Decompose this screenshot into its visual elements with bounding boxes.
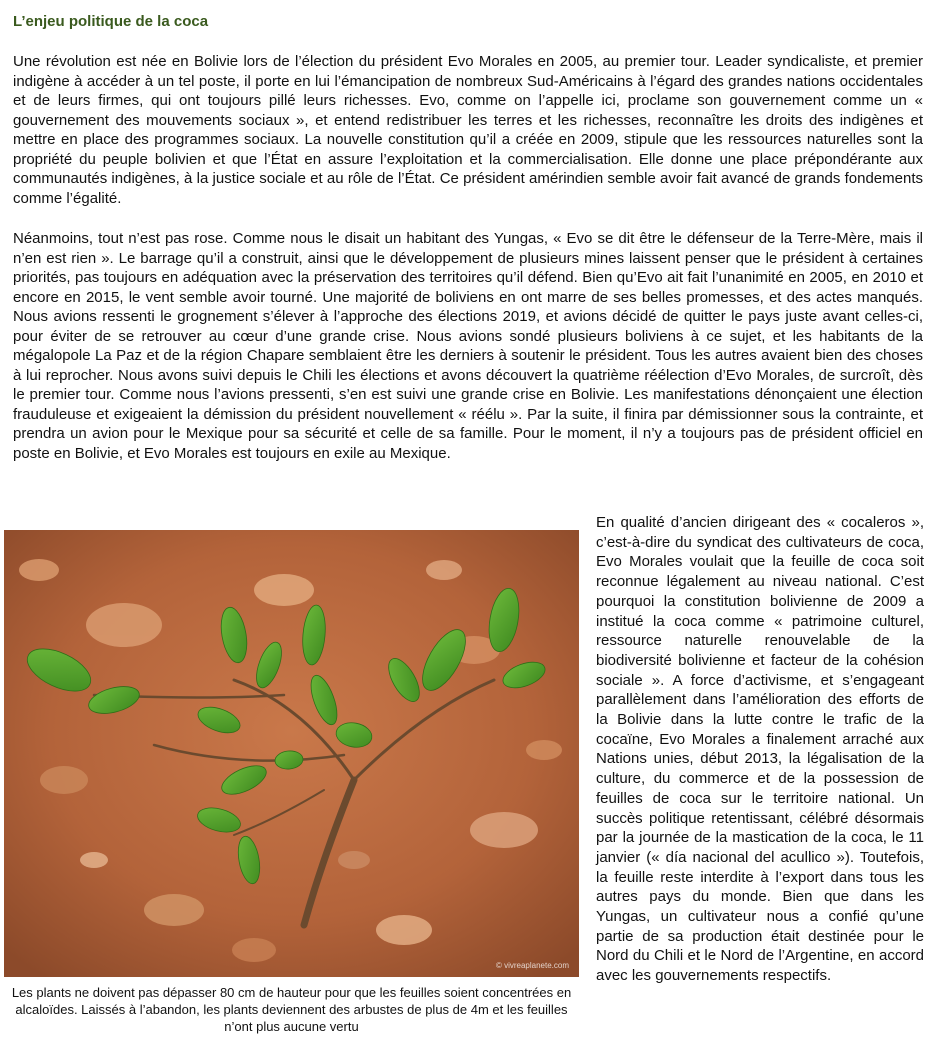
intro-paragraph: Une révolution est née en Bolivie lors de l’élection du président Evo Morales en 2005, au premier tour. Leader syndicaliste, et premier indigène à accéder à un tel poste, il porte en lui l’émancipation de nombreux Sud-Américains à l’égard des grandes nations occidentales et de leurs firmes, qui ont toujours pillé leurs richesses. Evo, comme on l’appelle ici, proclame son gouvernement comme un « gouvernement des mouvements sociaux », et entend redistribuer les terres et les richesses, reconnaître les droits des indigènes et mettre en place des programmes sociaux. La nouvelle constitution qu’il a créée en 2009, stipule que les ressources naturelles sont la propriété du peuple bolivien et que l’État en assure l’exploitation et la commercialisation. Elle donne une place prépondérante aux communautés indigènes, à la justice sociale et au rôle de l’État. Ce président amérindien semble avoir fait avancé de grands fondements comme l’égalité.	[13, 53, 923, 207]
photo-caption: Les plants ne doivent pas dépasser 80 cm de hauteur pour que les feuilles soient concentrées en alcaloïdes. Laissés à l’abandon, les plants deviennent des arbustes de plus de 4m et les feuilles n’ont plus aucune vertu	[11, 985, 572, 1034]
photo-credit: © vivreaplanete.com	[495, 961, 569, 970]
coca-plant-photo	[4, 530, 579, 977]
side-paragraph: En qualité d’ancien dirigeant des « cocaleros », c’est-à-dire du syndicat des cultivateurs de coca, Evo Morales voulait que la feuille de coca soit reconnue légalement au niveau national. C’est pourquoi la constitution bolivienne de 2009 a institué la coca comme « patrimoine culturel, ressource naturelle renouvelable de la biodiversité bolivienne et facteur de la cohésion sociale ». A force d’activisme, et s’engageant parallèlement dans l’amélioration des efforts de la Bolivie dans la lutte contre le trafic de la cocaïne, Evo Morales a finalement arraché aux Nations unies, début 2013, la légalisation de la culture, du commerce et de la possession de feuilles de coca sur le territoire national. Un succès politique retentissant, célébré désormais par la journée de la mastication de la coca, le 11 janvier (« día nacional del acullico »). Toutefois, la feuille reste interdite à l’export dans tous les autres pays du monde. Bien que dans les Yungas, un cultivateur nous a confié qu’une partie de sa production était destinée pour le Nord du Chili et le Nord de l’Argentine, en accord avec les gouvernements respectifs.	[596, 514, 924, 985]
second-paragraph: Néanmoins, tout n’est pas rose. Comme nous le disait un habitant des Yungas, « Evo se dit être le défenseur de la Terre-Mère, mais il n’en est rien ». Le barrage qu’il a construit, ainsi que le développement de plusieurs mines laissent penser que le président à certaines priorités, pas toujours en adéquation avec la préservation des territoires qu’il défend. Bien qu’Evo ait fait l’unanimité en 2005, en 2010 et encore en 2015, le vent semble avoir tourné. Une majorité de boliviens en ont marre de ses belles promesses, et des actes manqués. Nous avions ressenti le grognement s’élever à l’approche des élections 2019, et avions décidé de quitter le pays juste avant celles-ci, pour éviter de se retrouver au cœur d’une grande crise. Nous avions sondé plusieurs boliviens à ce sujet, et les habitants de la mégalopole La Paz et de la région Chapare semblaient être les derniers à soutenir le président. Tous les autres avaient bien des choses à lui reprocher. Nous avons suivi depuis le Chili les élections et avons découvert la quatrième réélection d’Evo Morales, de surcroît, dès le premier tour. Comme nous l’avions pressenti, s’en est suivi une grande crise en Bolivie. Les manifestations dénonçaient une élection frauduleuse et exigeaient la démission du président nouvellement « réélu ». Par la suite, il finira par démissionner sous la contrainte, et prendra un avion pour le Mexique pour sa sécurité et celle de sa famille. Pour le moment, il n’y a toujours pas de président officiel en poste en Bolivie, et Evo Morales est toujours en exile au Mexique.	[13, 230, 923, 462]
page-title: L’enjeu politique de la coca	[13, 13, 209, 30]
coca-plant-illustration	[4, 530, 579, 977]
